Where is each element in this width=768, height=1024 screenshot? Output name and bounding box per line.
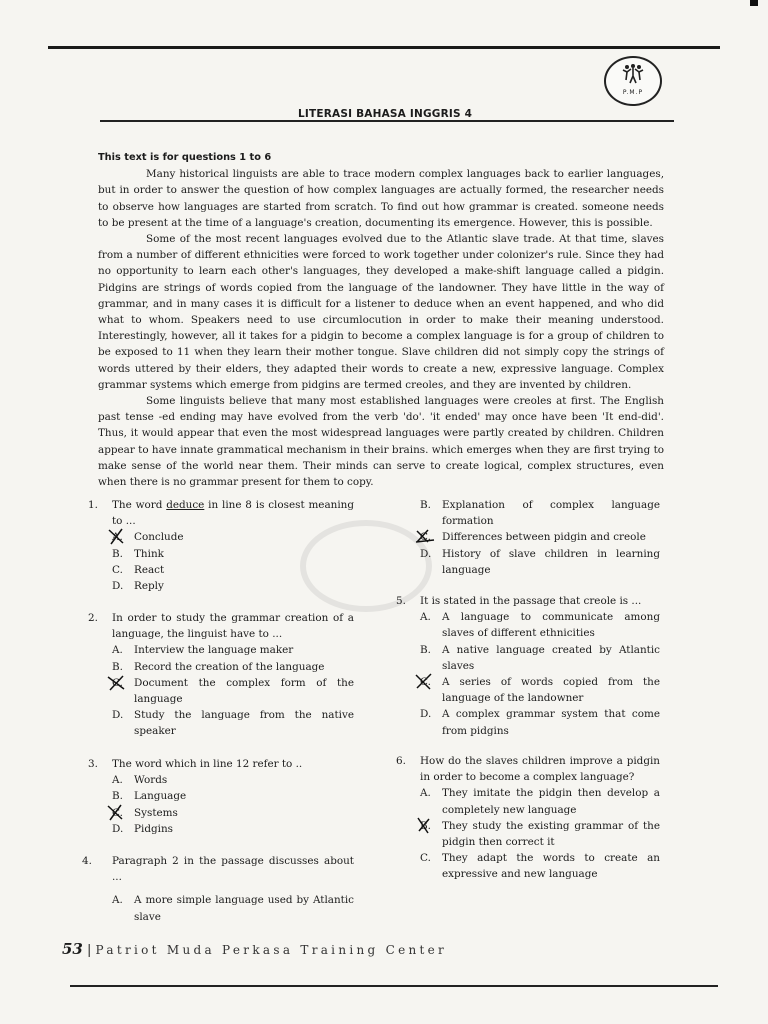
bottom-rule — [70, 985, 718, 987]
option-text: They imitate the pidgin then develop a completely new language — [442, 787, 660, 816]
passage-paragraph-3: Some linguists believe that many most established languages were creoles at first. The English past tense -ed ending may have evolved from the verb 'do'. 'it ended' may once have been 'It end-did'. Thus, it would appear that even the most widespread languages were partly created by children. Children appear to have innate grammatical mechanism in their brains. which emerges when they are first trying to make sense of the world near them. Their minds can serve to create logical, complex structures, even when there is no grammar present for them to copy. — [98, 395, 664, 489]
page-number: 53 — [62, 940, 83, 958]
option-text: Record the creation of the language — [134, 660, 325, 673]
option-letter: C. — [420, 852, 431, 865]
option-letter: A. — [112, 894, 123, 907]
question-stem: Paragraph 2 in the passage discusses about ... — [112, 855, 354, 884]
option-b[interactable] — [420, 497, 660, 529]
option-letter: C. — [112, 806, 123, 819]
question-stem: The word which in line 12 refer to .. — [112, 758, 303, 770]
option-letter: B. — [420, 643, 431, 656]
option-c[interactable] — [420, 529, 660, 545]
option-text: Reply — [134, 580, 164, 593]
option-text: Interview the language maker — [134, 644, 294, 657]
option-text: Words — [134, 774, 168, 787]
question-number: 3. — [88, 758, 98, 770]
underlined-word: deduce — [166, 499, 205, 511]
question-6 — [396, 753, 660, 883]
option-d[interactable] — [112, 707, 354, 739]
question-stem: It is stated in the passage that creole is ... — [420, 595, 642, 607]
page-footer — [62, 940, 447, 958]
option-text: React — [134, 563, 165, 576]
question-3 — [88, 756, 354, 837]
option-text: They study the existing grammar of the pidgin then correct it — [442, 819, 660, 849]
option-text: Systems — [134, 806, 178, 819]
option-b[interactable] — [112, 546, 354, 562]
option-c[interactable] — [420, 674, 660, 706]
option-c[interactable] — [420, 850, 660, 882]
top-rule — [48, 46, 720, 49]
option-text: A series of words copied from the language of the landowner — [442, 676, 660, 705]
footer-organization: Patriot Muda Perkasa Training Center — [95, 943, 448, 957]
option-a[interactable] — [112, 772, 354, 788]
option-letter: C. — [112, 563, 123, 576]
footer-separator: | — [87, 943, 92, 958]
option-text: Pidgins — [134, 822, 173, 835]
option-letter: D. — [112, 580, 124, 593]
option-text: A native language created by Atlantic slaves — [442, 643, 660, 672]
option-text: They adapt the words to create an expressive and new language — [442, 852, 660, 881]
question-number: 6. — [396, 755, 406, 767]
option-letter: B. — [112, 660, 123, 673]
figures-icon — [621, 64, 645, 86]
option-letter: C. — [112, 676, 123, 689]
option-letter: C. — [420, 531, 431, 544]
option-letter: A. — [112, 531, 123, 544]
question-1 — [88, 497, 354, 594]
option-letter: A. — [420, 787, 431, 800]
option-b[interactable] — [112, 788, 354, 804]
question-number: 5. — [396, 595, 406, 607]
option-a[interactable] — [112, 529, 354, 545]
option-d[interactable] — [112, 821, 354, 837]
option-letter: A. — [112, 644, 123, 657]
option-letter: D. — [112, 709, 124, 722]
option-letter: B. — [112, 547, 123, 560]
option-letter: C. — [420, 676, 431, 689]
stem-text: in line 8 is closest meaning to ... — [112, 499, 354, 528]
option-text: A more simple language used by Atlantic slave — [134, 894, 354, 923]
question-number: 1. — [88, 499, 98, 511]
option-d[interactable] — [420, 706, 660, 738]
option-letter: D. — [420, 708, 432, 721]
title-rule — [100, 120, 674, 122]
option-c[interactable] — [112, 675, 354, 707]
option-text: Differences between pidgin and creole — [442, 531, 646, 544]
option-text: A language to communicate among slaves of different ethnicities — [442, 611, 660, 640]
option-c[interactable] — [112, 805, 354, 821]
question-2 — [88, 610, 354, 740]
option-text: History of slave children in learning language — [442, 547, 660, 576]
option-text: Language — [134, 790, 187, 803]
option-a[interactable] — [420, 609, 660, 641]
option-text: A complex grammar system that come from pidgins — [442, 708, 660, 737]
question-number: 4. — [82, 855, 92, 867]
option-letter: B. — [420, 499, 431, 511]
stem-text: The word — [112, 499, 167, 511]
question-5 — [396, 593, 660, 739]
page-title: LITERASI BAHASA INGGRIS 4 — [298, 108, 473, 120]
option-text: Study the language from the native speaker — [134, 709, 354, 738]
option-a[interactable] — [420, 785, 660, 817]
question-stem: In order to study the grammar creation of a language, the linguist have to ... — [112, 612, 354, 641]
option-letter: B. — [420, 819, 431, 832]
option-d[interactable] — [420, 546, 660, 578]
option-b[interactable] — [112, 659, 354, 675]
option-b[interactable] — [420, 642, 660, 674]
passage-paragraph-2: Some of the most recent languages evolved due to the Atlantic slave trade. At that time, slaves from a number of different ethnicities were forced to work together under colonizer's rule. Since they had no opportunity to learn each other's languages, they developed a make-shift language called a pidgin. Pidgins are strings of words copied from the language of the landowner. They have little in the way of grammar, and in many cases it is difficult for a listener to deduce when an event happened, and who did what to whom. Speakers need to use circumlocution in order to make their meaning understood. Interestingly, however, all it takes for a pidgin to become a complex language is for a group of children to be exposed to 11 when they learn their mother tongue. Slave children did not simply copy the strings of words uttered by their elders, they adapted their words to create a new, expressive language. Complex grammar systems which emerge from pidgins are termed creoles, and they are invented by children. — [98, 233, 664, 391]
question-stem: How do the slaves children improve a pidgin in order to become a complex language? — [420, 755, 660, 784]
option-letter: D. — [420, 547, 432, 560]
pmp-logo — [604, 56, 662, 106]
option-c[interactable] — [112, 562, 354, 578]
option-text: Document the complex form of the language — [134, 676, 354, 706]
logo-text: P.M.P — [622, 89, 644, 96]
option-letter: A. — [112, 774, 123, 787]
option-letter: A. — [420, 611, 431, 624]
option-a[interactable] — [112, 642, 354, 658]
question-4 — [82, 853, 354, 925]
question-number: 2. — [88, 612, 98, 624]
option-letter: B. — [112, 790, 123, 803]
passage-intro: This text is for questions 1 to 6 — [98, 152, 272, 163]
question-4-continued — [396, 497, 660, 578]
option-b[interactable] — [420, 818, 660, 850]
passage-paragraph-1: Many historical linguists are able to trace modern complex languages back to earlier languages, but in order to answer the question of how complex languages are actually formed, the researcher needs to observe how languages are started from scratch. To find out how grammar is created. someone needs to be present at the time of a language's creation, documenting its emergence. However, this is possible. — [98, 168, 664, 229]
option-d[interactable] — [112, 578, 354, 594]
option-a[interactable] — [112, 892, 354, 924]
corner-mark — [750, 0, 758, 6]
option-text: Think — [134, 547, 164, 560]
question-stem — [112, 497, 354, 529]
option-text: Explanation of complex language formation — [442, 499, 660, 528]
reading-passage — [98, 150, 664, 490]
option-text: Conclude — [134, 531, 184, 544]
option-letter: D. — [112, 822, 124, 835]
